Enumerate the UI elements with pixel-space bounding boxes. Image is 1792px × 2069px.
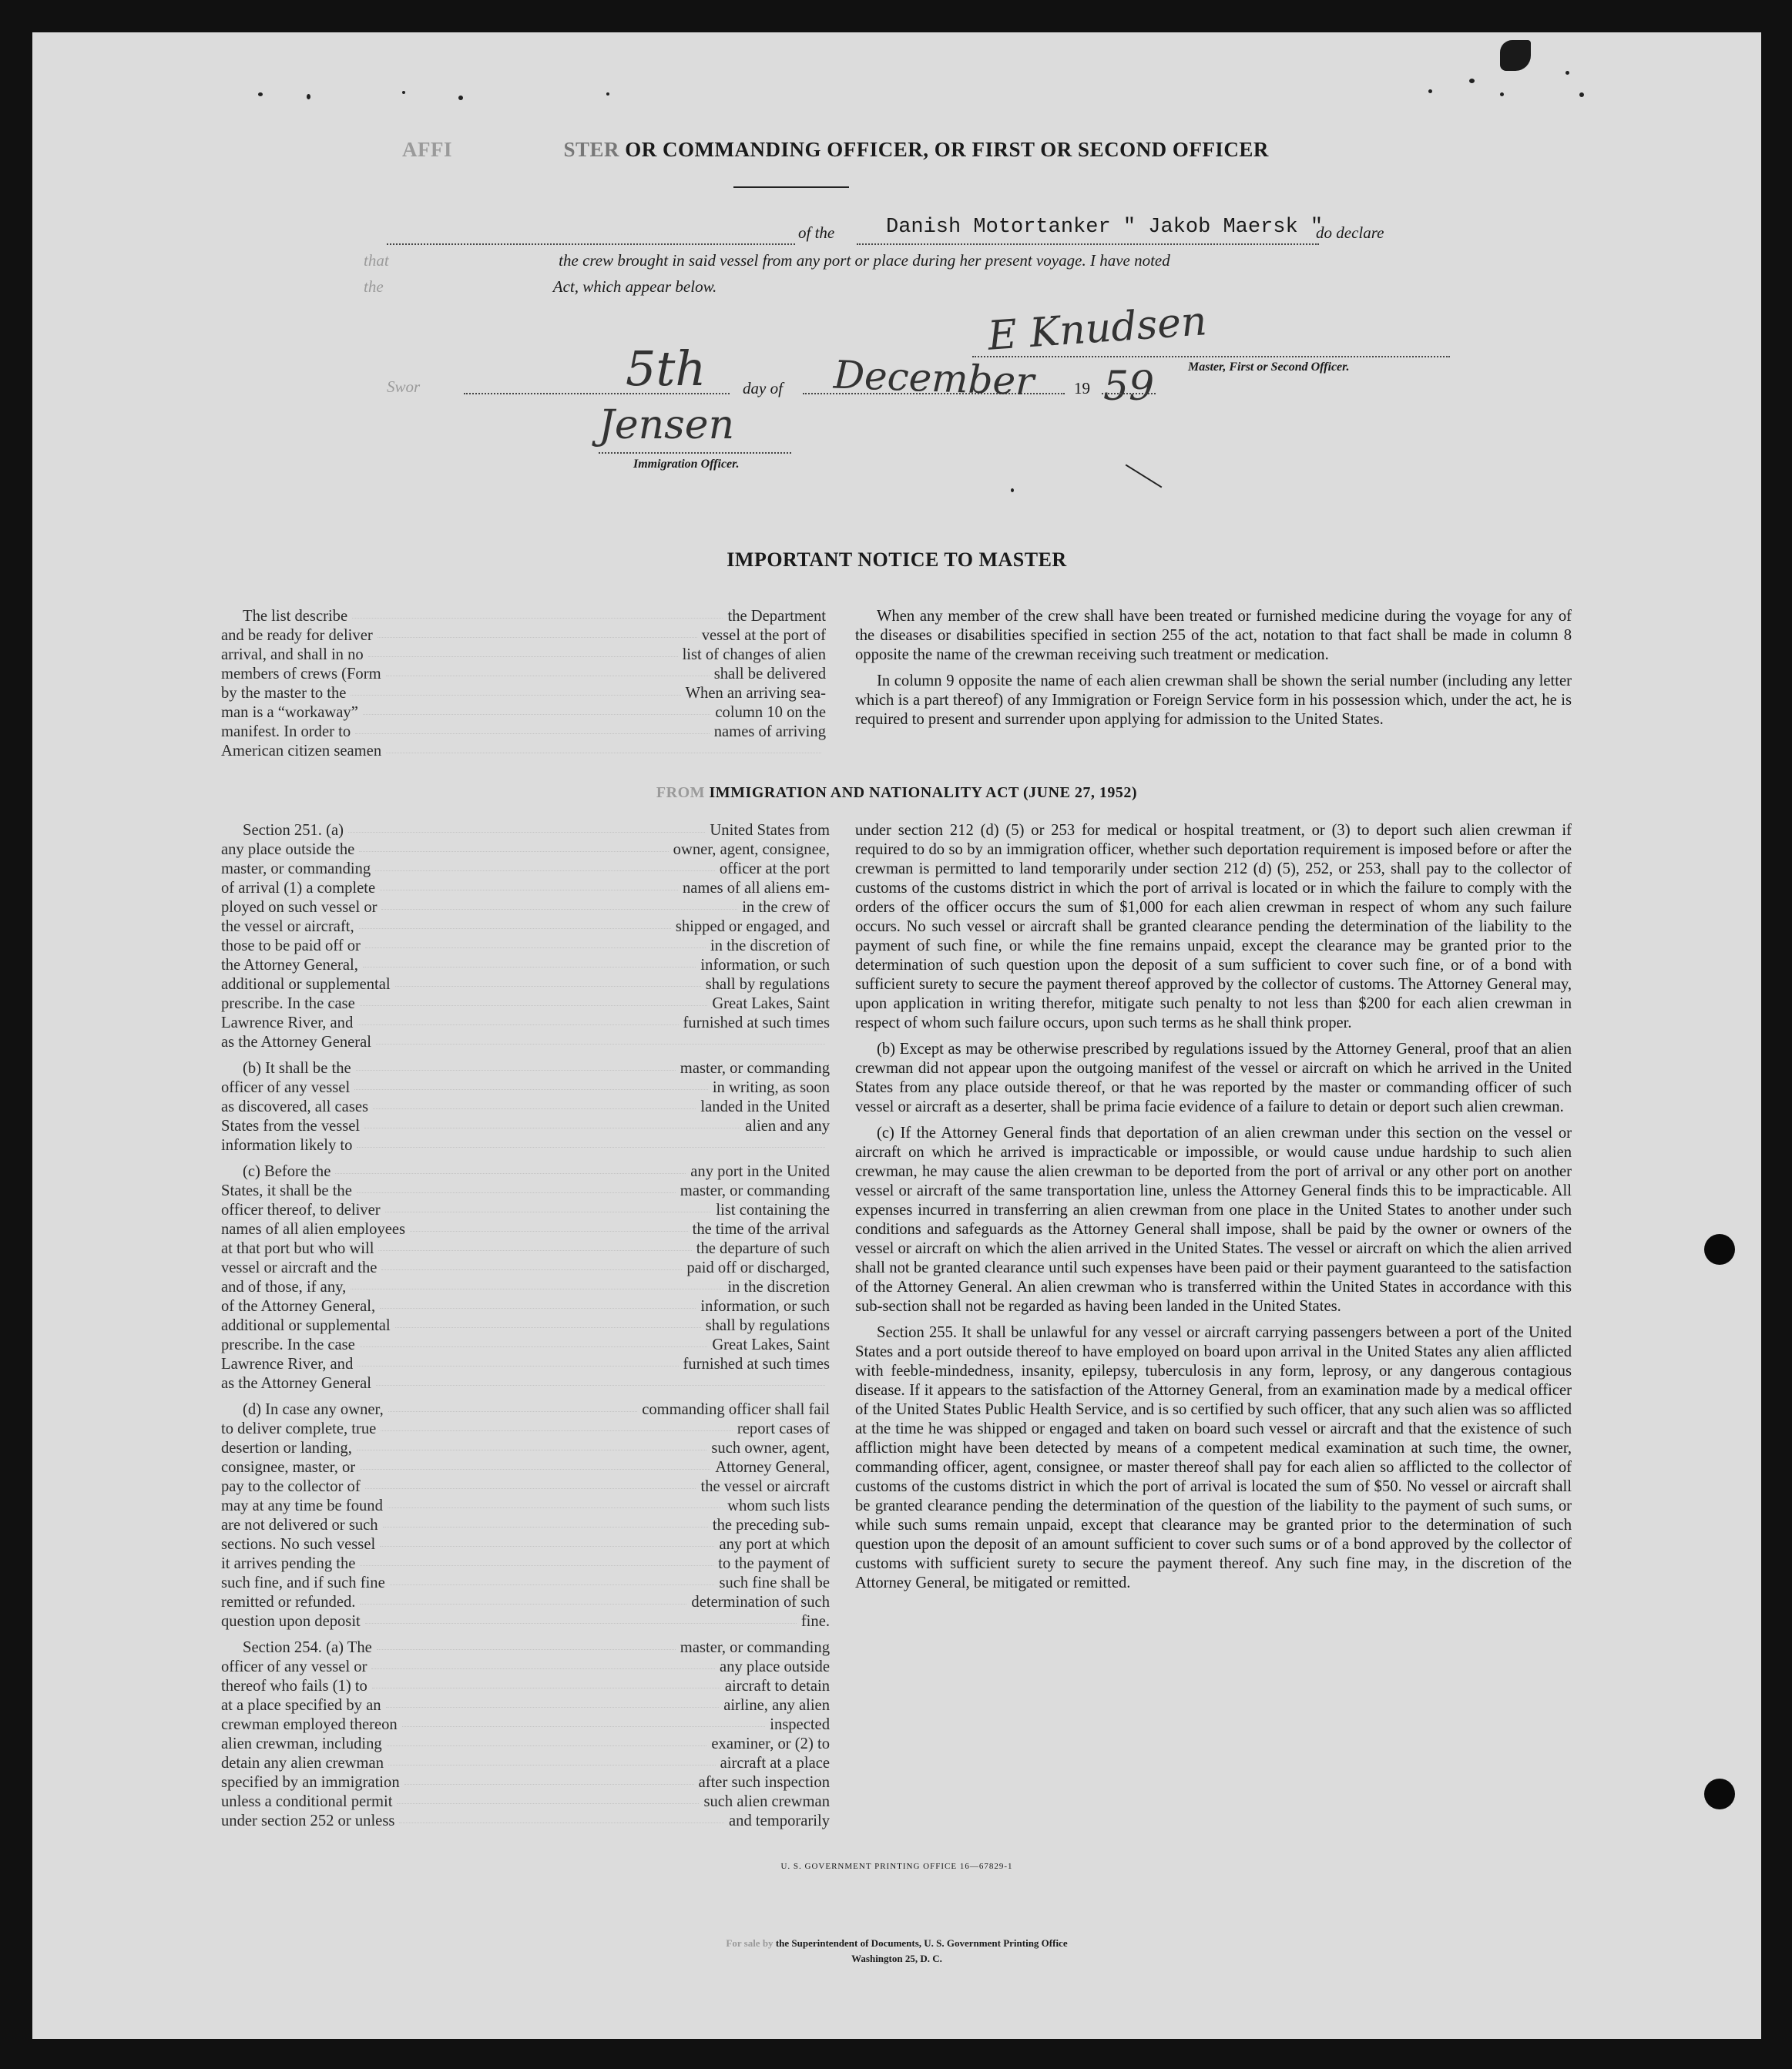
faded-gap bbox=[348, 821, 705, 833]
act-title bbox=[32, 784, 1761, 802]
line-end-text: Great Lakes, Saint bbox=[712, 995, 830, 1012]
faded-gap bbox=[371, 1658, 715, 1669]
faded-gap bbox=[368, 646, 678, 657]
faded-gap bbox=[359, 840, 668, 852]
line-start-text: names of all alien employees bbox=[221, 1221, 406, 1238]
line-start-text: (b) It shall be the bbox=[243, 1060, 351, 1077]
faded-gap bbox=[386, 1696, 720, 1708]
line-end-text: any port in the United bbox=[690, 1163, 830, 1180]
line-start-text: vessel or aircraft and the bbox=[221, 1259, 378, 1276]
line-end-text: determination of such bbox=[691, 1594, 830, 1611]
faded-gap bbox=[387, 1735, 707, 1746]
line-end-text: vessel at the port of bbox=[701, 627, 826, 644]
split-text-line bbox=[221, 1420, 830, 1439]
line-end-text: shipped or engaged, and bbox=[675, 918, 830, 935]
faded-gap bbox=[376, 1033, 825, 1045]
faded-gap bbox=[383, 1516, 708, 1527]
day-of-label: day of bbox=[743, 379, 783, 397]
split-text-line bbox=[221, 917, 830, 937]
line-end-text: the departure of such bbox=[696, 1240, 830, 1257]
split-text-line bbox=[221, 1658, 830, 1677]
line-start-text: prescribe. In the case bbox=[221, 1336, 355, 1353]
notice-paragraph-2: In column 9 opposite the name of each alien crewman shall be shown the serial number (including any letter which is a part thereof) of any Immigration or Foreign Service form in his possession which, under the act, he is required to present and surrender upon applying for admission to the United States. bbox=[855, 672, 1572, 728]
sale-line-faded: For sale by bbox=[726, 1937, 774, 1949]
line-end-text: the Department bbox=[727, 608, 826, 625]
line-start-text: members of crews (Form bbox=[221, 666, 381, 682]
line-start-text: may at any time be found bbox=[221, 1497, 383, 1514]
line-end-text: names of arriving bbox=[713, 723, 826, 740]
act-left-paragraph bbox=[221, 1400, 830, 1631]
faded-gap bbox=[386, 665, 710, 676]
line-start-text: such fine, and if such fine bbox=[221, 1574, 385, 1591]
line-start-text: (d) In case any owner, bbox=[243, 1401, 384, 1418]
line-end-text: any place outside bbox=[720, 1658, 830, 1675]
faded-gap bbox=[377, 1638, 676, 1650]
faded-gap bbox=[360, 1336, 708, 1347]
faded-gap bbox=[360, 1593, 686, 1605]
faded-gap bbox=[399, 1812, 724, 1823]
line-end-text: master, or commanding bbox=[680, 1182, 830, 1199]
split-text-line bbox=[221, 1792, 830, 1812]
split-text-line bbox=[221, 1220, 830, 1239]
line-end-text: after such inspection bbox=[698, 1774, 830, 1791]
split-text-line bbox=[221, 1458, 830, 1477]
line-start-text: question upon deposit bbox=[221, 1613, 361, 1630]
line-start-text: consignee, master, or bbox=[221, 1459, 356, 1476]
notice-title: IMPORTANT NOTICE TO MASTER bbox=[727, 548, 1067, 571]
faded-gap bbox=[381, 898, 737, 910]
pen-mark bbox=[1126, 464, 1163, 488]
faded-gap bbox=[381, 1259, 682, 1270]
act-left-paragraph bbox=[221, 1638, 830, 1831]
split-text-line bbox=[221, 1400, 830, 1420]
line-end-text: Great Lakes, Saint bbox=[712, 1336, 830, 1353]
notice-paragraph-1: When any member of the crew shall have been treated or furnished medicine during the voyage for any of the diseases or disabilities specified in section 255 of the act, notation to that fact shall be made in column 8 opposite the name of the crewman receiving such treatment or medication. bbox=[855, 608, 1572, 663]
line-start-text: man is a “workaway” bbox=[221, 704, 358, 721]
faded-gap bbox=[360, 1458, 710, 1470]
split-text-line bbox=[221, 1554, 830, 1574]
line-end-text: in the crew of bbox=[742, 899, 830, 916]
split-text-line bbox=[221, 703, 826, 723]
split-text-line bbox=[221, 1612, 830, 1631]
sworn-faded-text: Swor bbox=[387, 377, 421, 396]
split-text-line bbox=[221, 1182, 830, 1201]
faded-gap bbox=[351, 684, 680, 696]
line2-faded-text: that bbox=[364, 251, 389, 270]
faded-gap bbox=[380, 1297, 696, 1309]
line-start-text: The list describe bbox=[243, 608, 348, 625]
act-title-faded: FROM bbox=[656, 784, 705, 801]
title-main-text: OR COMMANDING OFFICER, OR FIRST OR SECOND OFFICER bbox=[625, 138, 1269, 161]
split-text-line bbox=[221, 1696, 830, 1715]
master-signature: E Knudsen bbox=[986, 298, 1209, 360]
line-start-text: as the Attorney General bbox=[221, 1034, 371, 1051]
faded-gap bbox=[359, 917, 671, 929]
line-start-text: Lawrence River, and bbox=[221, 1014, 354, 1031]
act-left-paragraph bbox=[221, 821, 830, 1052]
split-text-line bbox=[221, 1773, 830, 1792]
line-end-text: the vessel or aircraft bbox=[700, 1478, 830, 1495]
line-end-text: When an arriving sea- bbox=[685, 685, 826, 702]
split-text-line bbox=[221, 1638, 830, 1658]
split-text-line bbox=[221, 1278, 830, 1297]
line-end-text: landed in the United bbox=[700, 1098, 830, 1115]
faded-gap bbox=[357, 1014, 678, 1025]
split-text-line bbox=[221, 607, 826, 626]
line-end-text: shall by regulations bbox=[705, 1317, 830, 1334]
split-text-line bbox=[221, 1136, 830, 1155]
line-start-text: at a place specified by an bbox=[221, 1697, 381, 1714]
faded-gap bbox=[378, 1239, 691, 1251]
faded-gap bbox=[385, 1201, 712, 1212]
faded-gap bbox=[404, 1773, 694, 1785]
line-end-text: in the discretion of bbox=[710, 937, 830, 954]
line-start-text: and be ready for deliver bbox=[221, 627, 373, 644]
line-start-text: of the Attorney General, bbox=[221, 1298, 376, 1315]
faded-gap bbox=[365, 1477, 696, 1489]
line-start-text: officer of any vessel or bbox=[221, 1658, 367, 1675]
faded-gap bbox=[351, 1278, 723, 1289]
faded-gap bbox=[388, 1400, 637, 1412]
split-text-line bbox=[221, 879, 830, 898]
line-end-text: list of changes of alien bbox=[682, 646, 826, 663]
sale-line bbox=[32, 1937, 1761, 1950]
line-start-text: specified by an immigration bbox=[221, 1774, 400, 1791]
line-start-text: additional or supplemental bbox=[221, 976, 391, 993]
line-end-text: in the discretion bbox=[727, 1279, 830, 1296]
faded-gap bbox=[363, 703, 711, 715]
line-end-text: master, or commanding bbox=[680, 1060, 830, 1077]
month-value: December bbox=[833, 352, 1035, 404]
line-start-text: officer of any vessel bbox=[221, 1079, 351, 1096]
line-start-text: as the Attorney General bbox=[221, 1375, 371, 1392]
line-end-text: Attorney General, bbox=[715, 1459, 830, 1476]
split-text-line bbox=[221, 994, 830, 1014]
line-start-text: States, it shall be the bbox=[221, 1182, 352, 1199]
do-declare-label: do declare bbox=[1316, 223, 1384, 242]
line-end-text: inspected bbox=[770, 1716, 830, 1733]
split-text-line bbox=[221, 646, 826, 665]
line-end-text: and temporarily bbox=[729, 1812, 830, 1829]
officer-signature-line bbox=[599, 452, 791, 454]
line-end-text: in writing, as soon bbox=[712, 1079, 830, 1096]
line-start-text: manifest. In order to bbox=[221, 723, 351, 740]
split-text-line bbox=[221, 1033, 830, 1052]
split-text-line bbox=[221, 1059, 830, 1078]
line-end-text: United States from bbox=[710, 822, 830, 839]
line-start-text: are not delivered or such bbox=[221, 1517, 378, 1534]
faded-gap bbox=[390, 1574, 715, 1585]
line-end-text: column 10 on the bbox=[715, 704, 826, 721]
split-text-line bbox=[221, 1754, 830, 1773]
split-text-line bbox=[221, 1535, 830, 1554]
vessel-name-value: Danish Motortanker " Jakob Maersk " bbox=[886, 216, 1324, 239]
line-start-text: to deliver complete, true bbox=[221, 1420, 377, 1437]
split-text-line bbox=[221, 1593, 830, 1612]
faded-gap bbox=[373, 1098, 696, 1109]
line-end-text: furnished at such times bbox=[683, 1014, 830, 1031]
faded-gap bbox=[352, 607, 723, 619]
signature-line bbox=[972, 356, 1450, 357]
line-start-text: additional or supplemental bbox=[221, 1317, 391, 1334]
faded-gap bbox=[376, 1374, 825, 1386]
line-start-text: it arrives pending the bbox=[221, 1555, 356, 1572]
faded-gap bbox=[380, 1535, 714, 1547]
split-text-line bbox=[221, 1574, 830, 1593]
line3-faded-text: the bbox=[364, 277, 384, 296]
notice-left-column bbox=[221, 607, 826, 761]
day-value: 5th bbox=[626, 340, 706, 397]
split-text-line bbox=[221, 1735, 830, 1754]
line-start-text: and of those, if any, bbox=[221, 1279, 347, 1296]
line-end-text: such fine shall be bbox=[719, 1574, 830, 1591]
line-start-text: under section 252 or unless bbox=[221, 1812, 395, 1829]
line-start-text: American citizen seamen bbox=[221, 743, 382, 760]
split-text-line bbox=[221, 1477, 830, 1497]
line-end-text: officer at the port bbox=[719, 860, 830, 877]
gpo-imprint: U. S. GOVERNMENT PRINTING OFFICE 16—67829-1 bbox=[780, 1862, 1013, 1871]
line-end-text: aircraft to detain bbox=[724, 1678, 830, 1695]
line-end-text: examiner, or (2) to bbox=[711, 1735, 830, 1752]
line-end-text: the preceding sub- bbox=[712, 1517, 830, 1534]
line-end-text: any port at which bbox=[719, 1536, 830, 1553]
faded-gap bbox=[357, 1439, 707, 1450]
split-text-line bbox=[221, 1078, 830, 1098]
faded-gap bbox=[357, 1355, 678, 1366]
split-text-line bbox=[221, 1355, 830, 1374]
faded-gap bbox=[365, 937, 706, 948]
line-start-text: detain any alien crewman bbox=[221, 1755, 384, 1772]
line-start-text: thereof who fails (1) to bbox=[221, 1678, 367, 1695]
line-end-text: such alien crewman bbox=[703, 1793, 830, 1810]
split-text-line bbox=[221, 1239, 830, 1259]
faded-gap bbox=[380, 879, 678, 890]
faded-gap bbox=[402, 1715, 765, 1727]
line-start-text: master, or commanding bbox=[221, 860, 371, 877]
line-start-text: Lawrence River, and bbox=[221, 1356, 354, 1373]
line-start-text: (c) Before the bbox=[243, 1163, 331, 1180]
split-text-line bbox=[221, 975, 830, 994]
act-right-paragraph: under section 212 (d) (5) or 253 for medical or hospital treatment, or (3) to deport such alien crewman if required to do so by an immigration officer, whether such deportation requirement is imposed before or after the crewman is permitted to land temporarily under section 212 (d) (5), 252, or 253, shall pay to the collector of customs of the customs district in which the port of arrival is located or in which the failure to comply with the orders of the officer occurs the sum of $1,000 for each alien crewman in respect of whom any such failure occurs. No such vessel or aircraft shall be granted clearance pending the determination of the liability to the payment of such fine, or while the fine remains unpaid, except the clearance may be granted prior to the determination of such question upon the deposit of a sum sufficient to cover such fine, or of a bond with sufficient surety to secure the payment thereof approved by the collector of customs. The Attorney General may, upon application in writing therefor, mitigate such penalty to not less than $200 for each alien crewman in respect of whom such failure occurs, upon such terms as he shall think proper. bbox=[855, 822, 1572, 1031]
title-faded-text: AFFI bbox=[402, 138, 452, 161]
line-start-text: arrival, and shall in no bbox=[221, 646, 364, 663]
act-right-column bbox=[855, 821, 1572, 1600]
line-end-text: the time of the arrival bbox=[692, 1221, 830, 1238]
line-end-text: commanding officer shall fail bbox=[642, 1401, 830, 1418]
line-end-text: information, or such bbox=[700, 957, 830, 974]
faded-gap bbox=[354, 1078, 708, 1090]
line-start-text: pay to the collector of bbox=[221, 1478, 361, 1495]
officer-signature: Jensen bbox=[599, 402, 735, 448]
affidavit-title bbox=[402, 138, 1269, 162]
faded-gap bbox=[360, 1554, 713, 1566]
line-end-text: airline, any alien bbox=[723, 1697, 830, 1714]
line-start-text: of arrival (1) a complete bbox=[221, 880, 376, 897]
faded-gap bbox=[410, 1220, 688, 1232]
declarant-name-line bbox=[387, 222, 795, 245]
split-text-line bbox=[221, 1117, 830, 1136]
sale-line-main: the Superintendent of Documents, U. S. Government Printing Office bbox=[775, 1937, 1068, 1949]
split-text-line bbox=[221, 665, 826, 684]
split-text-line bbox=[221, 1162, 830, 1182]
split-text-line bbox=[221, 1677, 830, 1696]
declaration-line-2: the crew brought in said vessel from any port or place during her present voyage. I have noted bbox=[559, 251, 1170, 270]
split-text-line bbox=[221, 860, 830, 879]
split-text-line bbox=[221, 1316, 830, 1336]
line-start-text: prescribe. In the case bbox=[221, 995, 355, 1012]
act-title-main: IMMIGRATION AND NATIONALITY ACT (JUNE 27, 1952) bbox=[709, 784, 1138, 801]
split-text-line bbox=[221, 1812, 830, 1831]
line-start-text: States from the vessel bbox=[221, 1118, 361, 1135]
act-left-paragraph bbox=[221, 1059, 830, 1155]
line-start-text: information likely to bbox=[221, 1137, 353, 1154]
declaration-line-3: Act, which appear below. bbox=[552, 277, 717, 296]
line-end-text: such owner, agent, bbox=[711, 1440, 830, 1457]
act-right-paragraph: Section 255. It shall be unlawful for any vessel or aircraft carrying passengers between a port of the United States and a port outside thereof to have employed on board upon arrival in the United States any alien afflicted with feeble-mindedness, insanity, epilepsy, tuberculosis in any form, leprosy, or any dangerous contagious disease. If it appears to the satisfaction of the Attorney General, from an examination made by a medical officer of the United States Public Health Service, and is so certified by such officer, that any such alien was so afflicted at the time he was shipped or engaged and taken on board such vessel or aircraft and that the existence of such affliction might have been detected by means of a competent medical examination at such time, the owner, commanding officer, agent, consignee, or master thereof shall pay for each alien so afflicted to the collector of customs of the customs district in which the port of arrival is located the sum of $50. No vessel or aircraft shall be granted clearance pending the determination of the question of the liability to the payment of such sums, or while such sums remain unpaid, except that clearance may be granted prior to the determination of such question upon the deposit of an amount sufficient to cover such sums or of a bond approved by the collector of customs with sufficient surety to secure the payment thereof. Any such fine may, in the discretion of the Attorney General, be mitigated or remitted. bbox=[855, 1324, 1572, 1591]
split-text-line bbox=[221, 1715, 830, 1735]
split-text-line bbox=[221, 1259, 830, 1278]
faded-gap bbox=[360, 994, 708, 1006]
split-text-line bbox=[221, 1201, 830, 1220]
split-text-line bbox=[221, 1439, 830, 1458]
line-start-text: those to be paid off or bbox=[221, 937, 361, 954]
year-line bbox=[1102, 393, 1156, 394]
line-end-text: paid off or discharged, bbox=[686, 1259, 830, 1276]
split-text-line bbox=[221, 840, 830, 860]
split-text-line bbox=[221, 898, 830, 917]
line-end-text: report cases of bbox=[737, 1420, 830, 1437]
line-start-text: by the master to the bbox=[221, 685, 347, 702]
gpo-address: Washington 25, D. C. bbox=[851, 1953, 942, 1964]
line-start-text: unless a conditional permit bbox=[221, 1793, 393, 1810]
faded-gap bbox=[363, 956, 696, 967]
split-text-line bbox=[221, 684, 826, 703]
faded-gap bbox=[372, 1677, 720, 1688]
faded-gap bbox=[378, 626, 697, 638]
title-rule bbox=[733, 186, 849, 188]
line-start-text: the vessel or aircraft, bbox=[221, 918, 354, 935]
line-end-text: shall by regulations bbox=[705, 976, 830, 993]
punch-hole bbox=[1704, 1234, 1735, 1265]
act-left-column bbox=[221, 821, 830, 1838]
split-text-line bbox=[221, 1497, 830, 1516]
faded-gap bbox=[335, 1162, 686, 1174]
faded-gap bbox=[364, 1117, 740, 1128]
line-start-text: desertion or landing, bbox=[221, 1440, 352, 1457]
faded-gap bbox=[388, 1497, 723, 1508]
of-the-label: of the bbox=[798, 223, 835, 242]
punch-hole bbox=[1704, 1779, 1735, 1809]
line-start-text: crewman employed thereon bbox=[221, 1716, 398, 1733]
line-end-text: master, or commanding bbox=[680, 1639, 830, 1656]
faded-gap bbox=[395, 975, 701, 987]
split-text-line bbox=[221, 1516, 830, 1535]
faded-gap bbox=[375, 860, 715, 871]
split-text-line bbox=[221, 1014, 830, 1033]
faded-gap bbox=[357, 1136, 825, 1148]
split-text-line bbox=[221, 937, 830, 956]
line-end-text: furnished at such times bbox=[683, 1356, 830, 1373]
document-page bbox=[32, 32, 1761, 2039]
line-end-text: whom such lists bbox=[727, 1497, 830, 1514]
line-end-text: alien and any bbox=[745, 1118, 830, 1135]
line-start-text: alien crewman, including bbox=[221, 1735, 382, 1752]
signer-role-label: Master, First or Second Officer. bbox=[1188, 360, 1350, 374]
line-start-text: remitted or refunded. bbox=[221, 1594, 356, 1611]
line-end-text: information, or such bbox=[700, 1298, 830, 1315]
split-text-line bbox=[221, 1336, 830, 1355]
act-right-paragraph: (c) If the Attorney General finds that deportation of an alien crewman under this section on the vessel or aircraft on which he arrived is impracticable or impossible, or would cause undue hardship to such alien crewman, he may cause the alien crewman to be deported from the port of arrival or any other port on another vessel or aircraft of the same transportation line, unless the Attorney General finds this to be impracticable. All expenses incurred in transferring an alien crewman from one place in the United States to another under such conditions and safeguards as the Attorney General shall impose, shall be paid by the owner or owners of the vessel or aircraft on which the alien arrived in the United States. The vessel or aircraft on which the alien arrived shall not be granted clearance until such expenses have been paid or their payment guaranteed to the satisfaction of the Attorney General. An alien crewman who is transferred within the United States in accordance with this sub-section shall not be regarded as having been landed in the United States. bbox=[855, 1125, 1572, 1315]
faded-gap bbox=[381, 1420, 733, 1431]
faded-gap bbox=[355, 723, 710, 734]
line-start-text: as discovered, all cases bbox=[221, 1098, 368, 1115]
title-partial-text: STER bbox=[563, 138, 620, 161]
faded-gap bbox=[395, 1316, 701, 1328]
line-end-text: aircraft at a place bbox=[720, 1755, 830, 1772]
notice-right-column bbox=[855, 607, 1572, 736]
line-start-text: ployed on such vessel or bbox=[221, 899, 378, 916]
split-text-line bbox=[221, 1098, 830, 1117]
line-end-text: list containing the bbox=[716, 1202, 830, 1219]
line-end-text: to the payment of bbox=[718, 1555, 830, 1572]
split-text-line bbox=[221, 742, 826, 761]
line-start-text: at that port but who will bbox=[221, 1240, 374, 1257]
line-start-text: any place outside the bbox=[221, 841, 355, 858]
split-text-line bbox=[221, 626, 826, 646]
faded-gap bbox=[365, 1612, 797, 1624]
faded-gap bbox=[388, 1754, 716, 1766]
line-start-text: Section 251. (a) bbox=[243, 822, 344, 839]
line-start-text: Section 254. (a) The bbox=[243, 1639, 372, 1656]
act-right-paragraph: (b) Except as may be otherwise prescribed by regulations issued by the Attorney General, proof that an alien crewman did not appear upon the outgoing manifest of the vessel or aircraft on which he arrived in the United States from any place outside thereof, or that he was reported by the master or commanding officer of such vessel or aircraft as a deserter, shall be prima facie evidence of a failure to detain or deport such alien crewman. bbox=[855, 1041, 1572, 1115]
officer-role-label: Immigration Officer. bbox=[633, 458, 740, 471]
split-text-line bbox=[221, 723, 826, 742]
line-end-text: shall be delivered bbox=[713, 666, 826, 682]
line-start-text: the Attorney General, bbox=[221, 957, 358, 974]
split-text-line bbox=[221, 1297, 830, 1316]
act-left-paragraph bbox=[221, 1162, 830, 1393]
line-start-text: sections. No such vessel bbox=[221, 1536, 376, 1553]
split-text-line bbox=[221, 821, 830, 840]
line-end-text: fine. bbox=[800, 1613, 830, 1630]
faded-gap bbox=[357, 1182, 676, 1193]
faded-gap bbox=[397, 1792, 699, 1804]
line-end-text: owner, agent, consignee, bbox=[673, 841, 830, 858]
line-end-text: names of all aliens em- bbox=[683, 880, 830, 897]
year-value: 59 bbox=[1103, 364, 1155, 410]
faded-gap bbox=[386, 742, 821, 753]
faded-gap bbox=[356, 1059, 676, 1071]
split-text-line bbox=[221, 1374, 830, 1393]
split-text-line bbox=[221, 956, 830, 975]
year-prefix: 19 bbox=[1074, 379, 1090, 397]
line-start-text: officer thereof, to deliver bbox=[221, 1202, 381, 1219]
